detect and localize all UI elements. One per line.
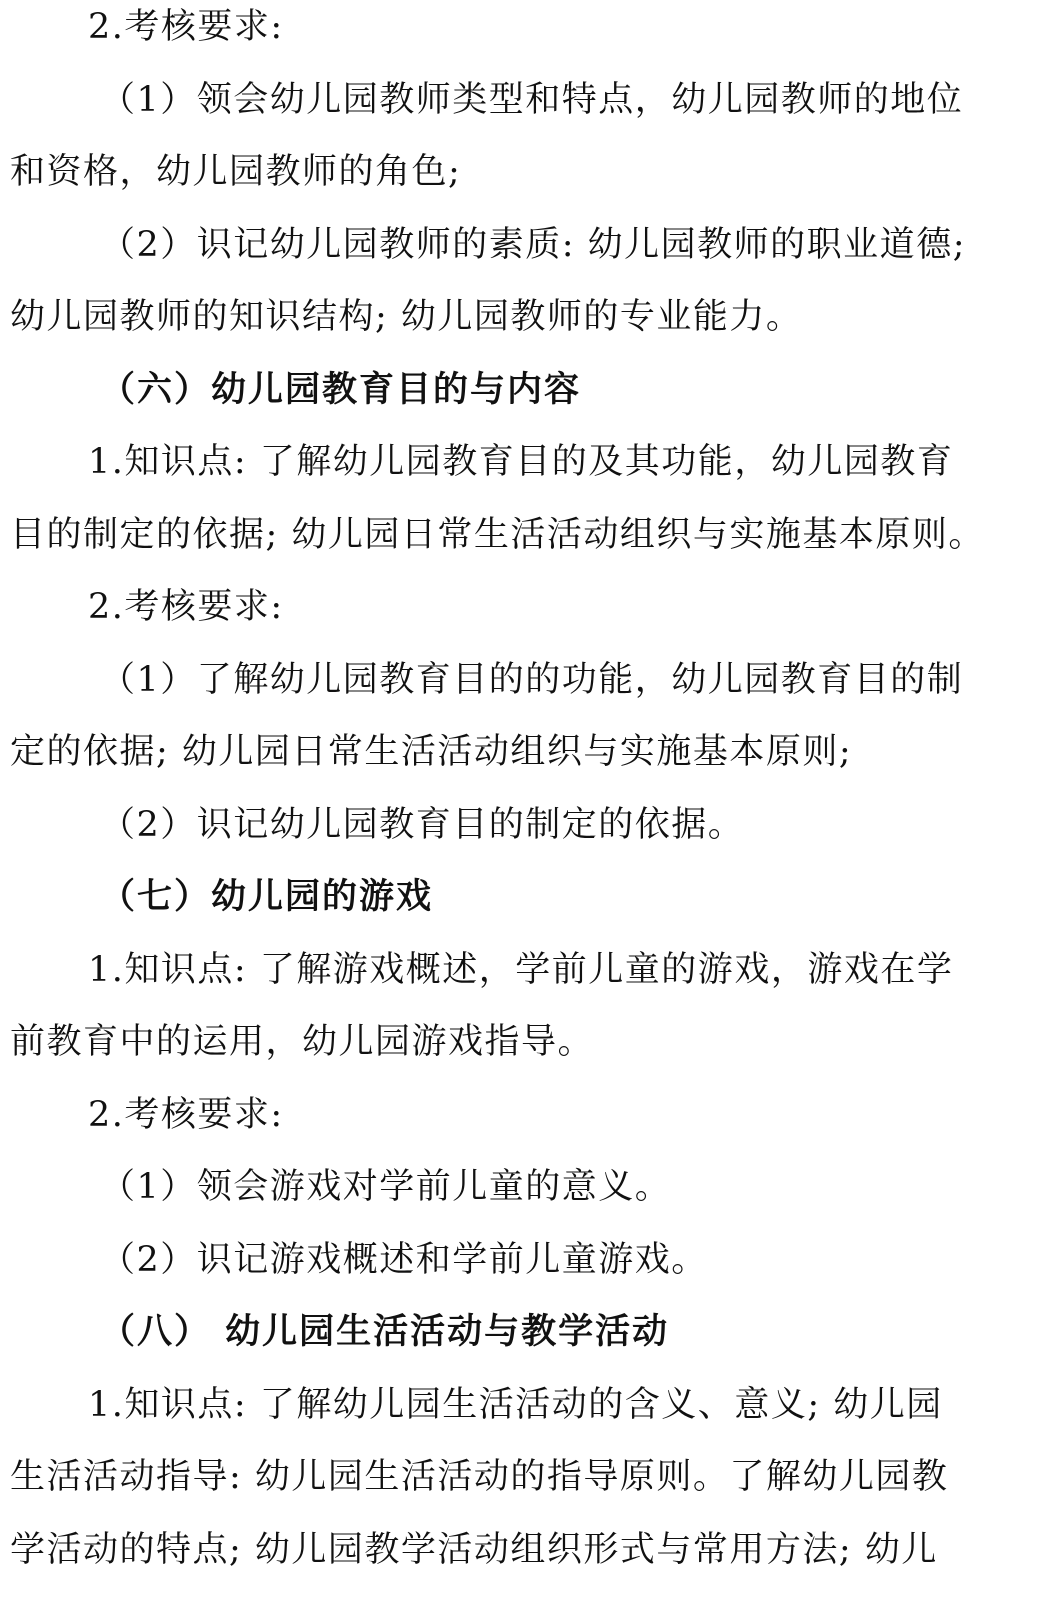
paragraph-line-continuation: 目的制定的依据; 幼儿园日常生活活动组织与实施基本原则。 <box>10 514 985 555</box>
paragraph-line-continuation: 学活动的特点; 幼儿园教学活动组织形式与常用方法; 幼儿 <box>10 1529 938 1570</box>
paragraph-line-requirement-2: （2）识记幼儿园教师的素质: 幼儿园教师的职业道德; <box>100 224 966 265</box>
paragraph-line-requirement-2: （2）识记幼儿园教育目的制定的依据。 <box>100 804 745 845</box>
section-heading-8: （八） 幼儿园生活活动与教学活动 <box>100 1312 670 1352</box>
paragraph-line-continuation: 定的依据; 幼儿园日常生活活动组织与实施基本原则; <box>10 732 853 772</box>
paragraph-line-knowledge-points: 1.知识点: 了解幼儿园生活活动的含义、意义; 幼儿园 <box>88 1384 943 1425</box>
paragraph-line-continuation: 幼儿园教师的知识结构; 幼儿园教师的专业能力。 <box>10 297 803 337</box>
section-heading-7: （七）幼儿园的游戏 <box>100 877 434 917</box>
paragraph-line-requirement-2: （2）识记游戏概述和学前儿童游戏。 <box>100 1239 708 1280</box>
paragraph-line-requirement-1: （1）了解幼儿园教育目的的功能，幼儿园教育目的制 <box>100 659 964 700</box>
paragraph-line-knowledge-points: 1.知识点: 了解幼儿园教育目的及其功能，幼儿园教育 <box>88 442 954 482</box>
paragraph-line-continuation: 前教育中的运用，幼儿园游戏指导。 <box>10 1022 595 1062</box>
paragraph-line-assessment-header: 2.考核要求: <box>88 1094 284 1135</box>
paragraph-line-assessment-header: 2.考核要求: <box>88 7 284 47</box>
paragraph-line-continuation: 生活活动指导: 幼儿园生活活动的指导原则。了解幼儿园教 <box>10 1457 949 1497</box>
paragraph-line-knowledge-points: 1.知识点: 了解游戏概述，学前儿童的游戏，游戏在学 <box>88 949 954 990</box>
section-heading-6: （六）幼儿园教育目的与内容 <box>100 369 582 410</box>
paragraph-line-requirement-1: （1）领会幼儿园教师类型和特点，幼儿园教师的地位 <box>100 79 964 120</box>
paragraph-line-assessment-header: 2.考核要求: <box>88 587 284 627</box>
paragraph-line-requirement-1: （1）领会游戏对学前儿童的意义。 <box>100 1167 672 1207</box>
paragraph-line-continuation: 和资格，幼儿园教师的角色; <box>10 152 462 192</box>
